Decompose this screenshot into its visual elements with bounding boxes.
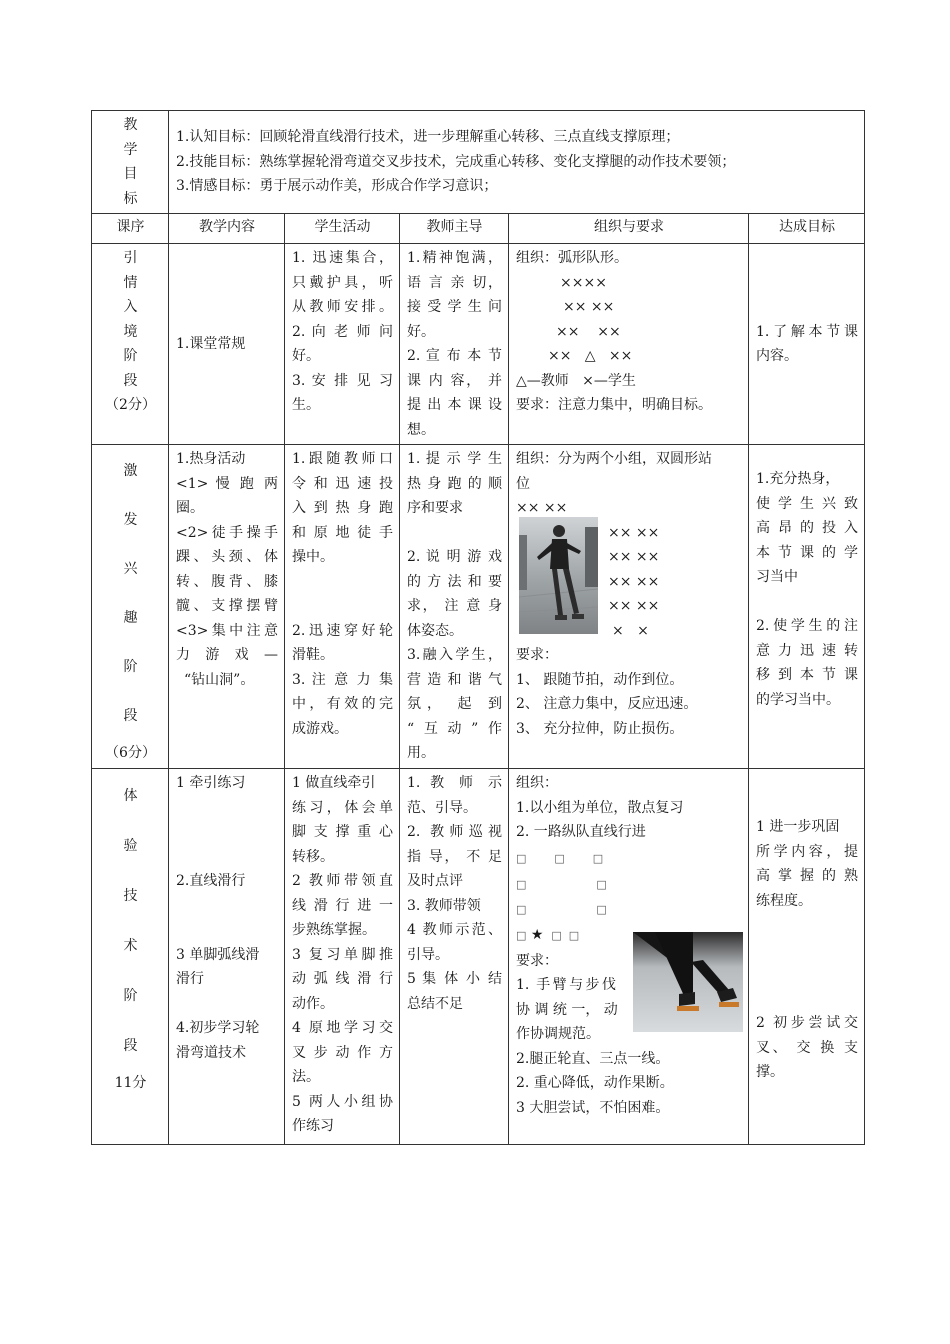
teacher-cell: 1. 教 师 示 范、引导。 2. 教师巡视 指 导， 不 足 及时点评 3. 教师带领 4 教师示范、 引导。 5 集 体 小 结 总结不足 — [400, 769, 509, 1145]
header-cell: 教学内容 — [169, 214, 285, 244]
header-row — [92, 214, 865, 244]
formation-line: ×× ×× — [556, 323, 621, 340]
objectives-label: 教 学 目 标 — [92, 111, 169, 214]
org-cell: 组织：分为两个小组，双圆形站 位 ×× ×× ×× ×× ×× ×× ×× ×× ×× ×× × × 要求： 1、 跟随节拍，动作到位。 2、 注意力集中，反应迅速。 3、 充分拉伸，防止损伤。 — [509, 445, 749, 769]
formation-line: ×× ×× — [608, 573, 660, 590]
formation-line: □ □ — [516, 877, 607, 891]
table-row — [92, 244, 865, 445]
header-cell: 组织与要求 — [509, 214, 749, 244]
stage-cell: 激 发 兴 趣 阶 段 （6分） — [92, 445, 169, 769]
formation-line: ×× △ ×× — [548, 348, 633, 364]
header-cell: 达成目标 — [749, 214, 865, 244]
formation-line: ×× ×× — [563, 299, 615, 315]
formation-line: ×× ×× — [608, 524, 660, 541]
table-row — [92, 769, 865, 1145]
goal-cell: 1 进一步巩固 所学内容，提 高 掌 握 的 熟 练程度。 2 初步尝试交 叉、 交 换 支 撑。 — [749, 769, 865, 1145]
objectives-text — [169, 111, 865, 214]
content-cell: 1.热身活动 <1> 慢 跑 两 圈。 <2>徒手操手 踝、头颈、体 转、腹背、膝 髋、支撑摆臂 <3>集中注意 力 游 戏 — “钻山洞”。 — [169, 445, 285, 769]
formation-line: ×× ×× — [608, 549, 660, 565]
formation-line: × × — [612, 622, 649, 639]
student-cell: 1. 迅速集合， 只戴护具，听 从教师安排。 2. 向 老 师 问 好。 3. 安 排 见 习 生。 — [285, 244, 400, 445]
formation-line: □ □ □ — [516, 851, 604, 865]
header-cell: 教师主导 — [400, 214, 509, 244]
objective-line: 1.认知目标：回顾轮滑直线滑行技术，进一步理解重心转移、三点直线支撑原理； — [176, 129, 680, 146]
formation-line: ×××× — [560, 274, 607, 291]
content-cell: 1 牵引练习 2.直线滑行 3 单脚弧线滑 滑行 4.初步学习轮 滑弯道技术 — [169, 769, 285, 1145]
objectives-row — [92, 111, 865, 214]
table-row — [92, 445, 865, 769]
objective-line: 3.情感目标：勇于展示动作美，形成合作学习意识； — [176, 178, 498, 195]
objective-line: 2.技能目标：熟练掌握轮滑弯道交叉步技术，完成重心转移、变化支撑腿的动作技术要领； — [176, 153, 736, 170]
skater-legs-photo — [633, 932, 743, 1032]
stage-cell: 引 情 入 境 阶 段 （2分） — [92, 244, 169, 445]
skater-photo — [519, 517, 598, 634]
goal-cell: 1.了解本节课 内容。 — [749, 244, 865, 445]
student-cell: 1 做直线牵引 练习，体会单 脚 支 撑 重 心 转移。 2 教师带领直 线 滑 行 进 一 步熟练掌握。 3 复习单脚推 动 弧 线 滑 行 动作。 4 原地学习交 叉 步 动 作 方 法。 5 两人小组协 作练习 — [285, 769, 400, 1145]
formation-line: □ □ — [516, 902, 607, 916]
org-cell: 组织：弧形队形。 ×××× ×× ×× ×× ×× ×× △ ×× △—教师 ×—学生 要求：注意力集中，明确目标。 — [509, 244, 749, 445]
header-cell: 学生活动 — [285, 214, 400, 244]
stage-cell: 体 验 技 术 阶 段 11分 — [92, 769, 169, 1145]
header-cell: 课序 — [92, 214, 169, 244]
teacher-cell: 1. 提 示 学 生 热身跑的顺 序和要求 2. 说 明 游 戏 的方法和要 求， 注 意 身 体姿态。 3.融入学生， 营造和谐气 氛， 起 到 “互动”作 用。 — [400, 445, 509, 769]
content-cell: 1.课堂常规 — [169, 244, 285, 445]
teacher-cell: 1.精神饱满， 语 言 亲 切， 接 受 学 生 问 好。 2. 宣 布 本 节 课 内 容， 并 提出本课设 想。 — [400, 244, 509, 445]
star-icon: ★ — [530, 926, 544, 943]
lesson-plan-table — [91, 110, 865, 1145]
formation-line: □ ★ □ □ — [516, 926, 580, 943]
goal-cell: 1.充分热身， 使 学 生 兴 致 高 昂 的 投 入 本 节 课 的 学 习当中 2.使学生的注 意 力 迅 速 转 移 到 本 节 课 的学习当中。 — [749, 445, 865, 769]
student-cell: 1.跟随教师口 令和迅速投 入到热身跑 和原地徒手 操中。 2.迅速穿好轮 滑鞋。 3. 注 意 力 集 中，有效的完 成游戏。 — [285, 445, 400, 769]
formation-line: ×× ×× — [608, 598, 660, 614]
org-cell: 组织： 1.以小组为单位，散点复习 2. 一路纵队直线行进 □ □ □ □ □ □ □ □ ★ □ □ 要求： 1. 手臂与步伐 协 调 统 一， 动 作协调规范。 2.腿正轮直、三点一线。 2. 重心降低，动作果断。 3 大胆尝试，不怕困难。 — [509, 769, 749, 1145]
